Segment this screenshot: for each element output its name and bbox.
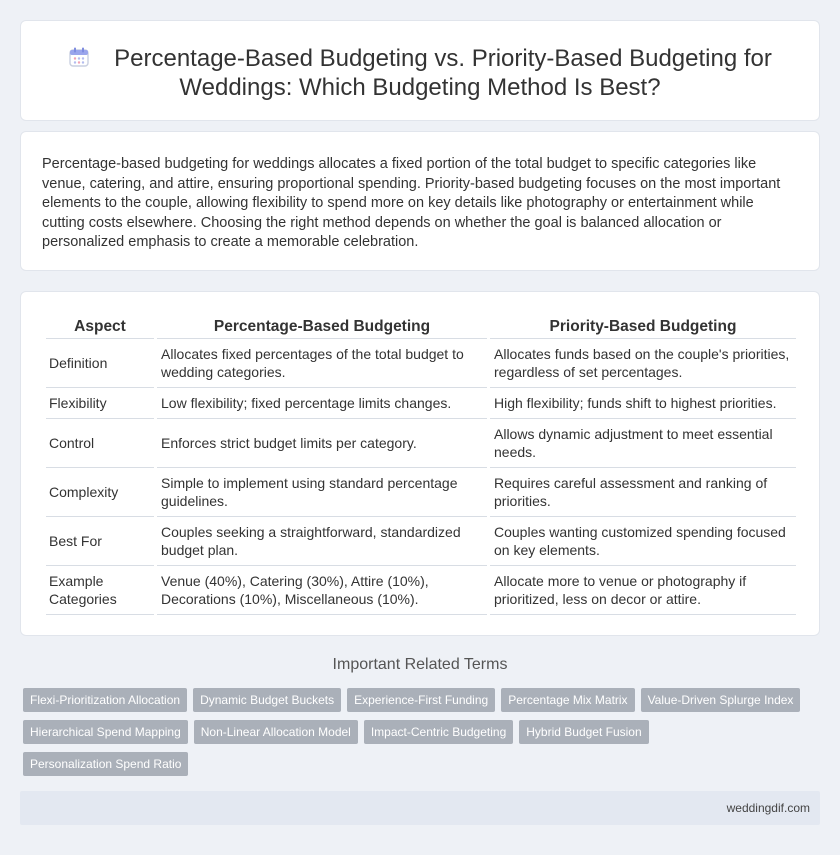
page-title	[21, 44, 819, 102]
title-line-2: Weddings: Which Budgeting Method Is Best?	[179, 74, 661, 101]
row-aspect: Flexibility	[46, 388, 154, 419]
header-aspect: Aspect	[46, 314, 154, 339]
table-row	[46, 566, 796, 615]
related-term-tag[interactable]: Non-Linear Allocation Model	[194, 720, 358, 744]
intro-card	[20, 131, 820, 271]
table-header-row	[46, 314, 796, 339]
related-term-tag[interactable]: Experience-First Funding	[347, 688, 495, 712]
row-priority: Allocate more to venue or photography if prioritized, less on decor or attire.	[490, 566, 796, 615]
related-term-tag[interactable]: Flexi-Prioritization Allocation	[23, 688, 187, 712]
related-terms-list	[23, 688, 823, 784]
table-row	[46, 339, 796, 388]
row-priority: High flexibility; funds shift to highest priorities.	[490, 388, 796, 419]
row-priority: Couples wanting customized spending focused on key elements.	[490, 517, 796, 566]
header-percentage: Percentage-Based Budgeting	[157, 314, 487, 339]
related-terms-title: Important Related Terms	[332, 656, 508, 673]
related-term-tag[interactable]: Hybrid Budget Fusion	[519, 720, 648, 744]
row-percentage: Allocates fixed percentages of the total budget to wedding categories.	[157, 339, 487, 388]
row-priority: Allows dynamic adjustment to meet essential needs.	[490, 419, 796, 468]
related-term-tag[interactable]: Percentage Mix Matrix	[501, 688, 634, 712]
row-aspect: Control	[46, 419, 154, 468]
intro-paragraph: Percentage-based budgeting for weddings allocates a fixed portion of the total budget to specific categories like venue, catering, and attire, ensuring proportional spending. Priority-based budgeting focuses on the most important elements to the couple, allowing flexibility to spend more on key details like photography or entertainment while cutting costs elsewhere. Choosing the right method depends on whether the goal is balanced allocation or personalized emphasis to create a memorable celebration.	[42, 156, 781, 250]
header-priority: Priority-Based Budgeting	[490, 314, 796, 339]
row-aspect: Example Categories	[46, 566, 154, 615]
table-row	[46, 468, 796, 517]
calendar-icon	[68, 46, 90, 68]
related-term-tag[interactable]: Hierarchical Spend Mapping	[23, 720, 188, 744]
row-priority: Allocates funds based on the couple's priorities, regardless of set percentages.	[490, 339, 796, 388]
row-aspect: Best For	[46, 517, 154, 566]
comparison-card	[20, 291, 820, 636]
table-row	[46, 517, 796, 566]
related-term-tag[interactable]: Value-Driven Splurge Index	[641, 688, 801, 712]
row-percentage: Venue (40%), Catering (30%), Attire (10%), Decorations (10%), Miscellaneous (10%).	[157, 566, 487, 615]
comparison-table	[43, 314, 799, 615]
row-priority: Requires careful assessment and ranking of priorities.	[490, 468, 796, 517]
row-percentage: Simple to implement using standard percentage guidelines.	[157, 468, 487, 517]
table-row	[46, 419, 796, 468]
footer-site-link[interactable]: weddingdif.com	[726, 801, 810, 815]
related-term-tag[interactable]: Dynamic Budget Buckets	[193, 688, 341, 712]
row-percentage: Couples seeking a straightforward, standardized budget plan.	[157, 517, 487, 566]
title-line-1: Percentage-Based Budgeting vs. Priority-Based Budgeting for	[114, 45, 772, 72]
title-card	[20, 20, 820, 121]
footer	[20, 791, 820, 825]
row-percentage: Enforces strict budget limits per category.	[157, 419, 487, 468]
related-term-tag[interactable]: Personalization Spend Ratio	[23, 752, 188, 776]
related-term-tag[interactable]: Impact-Centric Budgeting	[364, 720, 513, 744]
row-aspect: Complexity	[46, 468, 154, 517]
table-row	[46, 388, 796, 419]
row-percentage: Low flexibility; fixed percentage limits changes.	[157, 388, 487, 419]
row-aspect: Definition	[46, 339, 154, 388]
